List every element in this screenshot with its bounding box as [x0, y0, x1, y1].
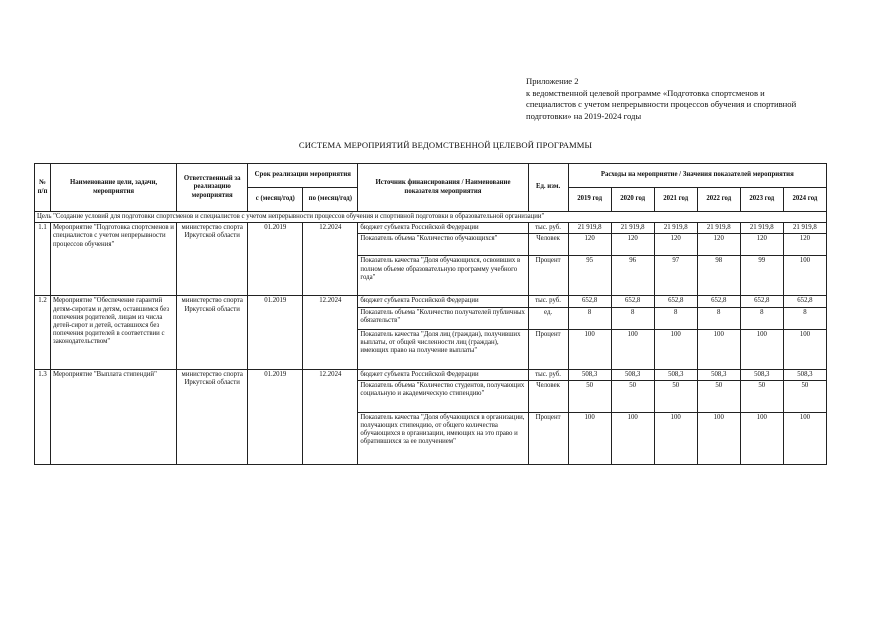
- value-cell: 8: [611, 307, 654, 329]
- value-cell: 8: [697, 307, 740, 329]
- value-cell: 508,3: [654, 369, 697, 380]
- header-to: по (месяц/год): [303, 188, 358, 212]
- value-cell: 652,8: [654, 296, 697, 307]
- header-name: Наименование цели, задачи, мероприятия: [51, 164, 177, 212]
- measure-responsible: министерство спорта Иркутской области: [177, 296, 248, 369]
- header-num: № п/п: [35, 164, 51, 212]
- header-responsible: Ответственный за реализацию мероприятия: [177, 164, 248, 212]
- header-year: 2023 год: [740, 188, 783, 212]
- value-cell: 8: [783, 307, 826, 329]
- value-cell: 97: [654, 256, 697, 296]
- table-header: [35, 164, 827, 212]
- value-cell: 50: [697, 380, 740, 412]
- value-cell: 96: [611, 256, 654, 296]
- header-year: 2022 год: [697, 188, 740, 212]
- source-cell: Показатель объема "Количество получателей публичных обязательств": [358, 307, 528, 329]
- value-cell: 100: [654, 329, 697, 369]
- value-cell: 100: [611, 412, 654, 464]
- value-cell: 100: [740, 412, 783, 464]
- value-cell: 652,8: [611, 296, 654, 307]
- value-cell: 100: [654, 412, 697, 464]
- value-cell: 99: [740, 256, 783, 296]
- unit-cell: Человек: [528, 380, 568, 412]
- measure-responsible: министерство спорта Иркутской области: [177, 369, 248, 464]
- value-cell: 21 919,8: [611, 223, 654, 234]
- value-cell: 508,3: [697, 369, 740, 380]
- source-cell: бюджет субъекта Российской Федерации: [358, 223, 528, 234]
- header-unit: Ед. изм.: [528, 164, 568, 212]
- measure-to: 12.2024: [303, 223, 358, 296]
- table-row: [35, 296, 827, 307]
- measure-name: Мероприятие "Выплата стипендий": [51, 369, 177, 464]
- value-cell: 652,8: [740, 296, 783, 307]
- value-cell: 652,8: [783, 296, 826, 307]
- value-cell: 21 919,8: [568, 223, 611, 234]
- source-cell: бюджет субъекта Российской Федерации: [358, 296, 528, 307]
- unit-cell: тыс. руб.: [528, 296, 568, 307]
- source-cell: Показатель качества "Доля лиц (граждан), получивших выплаты, от общей численности лиц (граждан), имеющих право на получение выплаты": [358, 329, 528, 369]
- value-cell: 508,3: [783, 369, 826, 380]
- header-expenses: Расходы на мероприятие / Значения показателей мероприятия: [568, 164, 826, 188]
- value-cell: 652,8: [568, 296, 611, 307]
- value-cell: 120: [697, 234, 740, 256]
- header-term: Срок реализации мероприятия: [248, 164, 358, 188]
- measure-to: 12.2024: [303, 369, 358, 464]
- header-year: 2020 год: [611, 188, 654, 212]
- value-cell: 21 919,8: [654, 223, 697, 234]
- measure-from: 01.2019: [248, 296, 303, 369]
- header-year: 2024 год: [783, 188, 826, 212]
- measure-from: 01.2019: [248, 369, 303, 464]
- value-cell: 21 919,8: [697, 223, 740, 234]
- value-cell: 100: [568, 329, 611, 369]
- value-cell: 508,3: [568, 369, 611, 380]
- appendix-line: подготовки» на 2019-2024 годы: [526, 110, 642, 121]
- unit-cell: Процент: [528, 329, 568, 369]
- unit-cell: Человек: [528, 234, 568, 256]
- value-cell: 508,3: [611, 369, 654, 380]
- appendix-header: [526, 76, 856, 122]
- value-cell: 50: [654, 380, 697, 412]
- header-from: с (месяц/год): [248, 188, 303, 212]
- value-cell: 100: [697, 329, 740, 369]
- value-cell: 8: [740, 307, 783, 329]
- table-row: [35, 223, 827, 234]
- value-cell: 100: [783, 256, 826, 296]
- measure-num: 1.1: [35, 223, 51, 296]
- value-cell: 8: [654, 307, 697, 329]
- value-cell: 120: [611, 234, 654, 256]
- measure-name: Мероприятие "Подготовка спортсменов и специалистов с учетом непрерывности процессов обучения": [51, 223, 177, 296]
- value-cell: 21 919,8: [740, 223, 783, 234]
- header-year: 2021 год: [654, 188, 697, 212]
- source-cell: бюджет субъекта Российской Федерации: [358, 369, 528, 380]
- source-cell: Показатель качества "Доля обучающихся в организации, получающих стипендию, от общего количества обучающихся в организации, имеющих на это право и обратившихся за ее получением": [358, 412, 528, 464]
- header-source: Источник финансирования / Наименование показателя мероприятия: [358, 164, 528, 212]
- document-title: СИСТЕМА МЕРОПРИЯТИЙ ВЕДОМСТВЕННОЙ ЦЕЛЕВОЙ ПРОГРАММЫ: [298, 140, 593, 150]
- value-cell: 50: [740, 380, 783, 412]
- source-cell: Показатель объема "Количество обучающихся": [358, 234, 528, 256]
- measure-to: 12.2024: [303, 296, 358, 369]
- value-cell: 100: [783, 412, 826, 464]
- source-cell: Показатель объема "Количество студентов, получающих социальную и академическую стипендию": [358, 380, 528, 412]
- unit-cell: ед.: [528, 307, 568, 329]
- value-cell: 120: [654, 234, 697, 256]
- measure-num: 1.2: [35, 296, 51, 369]
- unit-cell: тыс. руб.: [528, 369, 568, 380]
- value-cell: 100: [568, 412, 611, 464]
- value-cell: 100: [697, 412, 740, 464]
- value-cell: 8: [568, 307, 611, 329]
- measure-num: 1.3: [35, 369, 51, 464]
- appendix-line: к ведомственной целевой программе «Подготовка спортсменов и: [526, 87, 765, 98]
- value-cell: 652,8: [697, 296, 740, 307]
- value-cell: 50: [783, 380, 826, 412]
- value-cell: 98: [697, 256, 740, 296]
- value-cell: 100: [783, 329, 826, 369]
- value-cell: 50: [611, 380, 654, 412]
- value-cell: 120: [783, 234, 826, 256]
- unit-cell: тыс. руб.: [528, 223, 568, 234]
- goal-text: Цель "Создание условий для подготовки спортсменов и специалистов с учетом непрерывности процессов обучения и спортивной подготовки в образовательной организации": [35, 212, 827, 223]
- header-year: 2019 год: [568, 188, 611, 212]
- measure-name: Мероприятие "Обеспечение гарантий детям-сиротам и детям, оставшимся без попечения родителей, лицам из числа детей-сирот и детей, оставшихся без попечения родителей в соответствии с законодательством": [51, 296, 177, 369]
- value-cell: 100: [611, 329, 654, 369]
- value-cell: 120: [568, 234, 611, 256]
- measures-table: [34, 163, 827, 465]
- goal-row: [35, 212, 827, 223]
- measure-from: 01.2019: [248, 223, 303, 296]
- unit-cell: Процент: [528, 256, 568, 296]
- appendix-line: специалистов с учетом непрерывности процессов обучения и спортивной: [526, 99, 797, 109]
- source-cell: Показатель качества "Доля обучающихся, освоивших в полном объеме образовательную программу учебного года": [358, 256, 528, 296]
- appendix-line: Приложение 2: [526, 76, 579, 86]
- measure-responsible: министерство спорта Иркутской области: [177, 223, 248, 296]
- value-cell: 50: [568, 380, 611, 412]
- value-cell: 100: [740, 329, 783, 369]
- value-cell: 508,3: [740, 369, 783, 380]
- value-cell: 95: [568, 256, 611, 296]
- value-cell: 21 919,8: [783, 223, 826, 234]
- table-row: [35, 369, 827, 380]
- value-cell: 120: [740, 234, 783, 256]
- unit-cell: Процент: [528, 412, 568, 464]
